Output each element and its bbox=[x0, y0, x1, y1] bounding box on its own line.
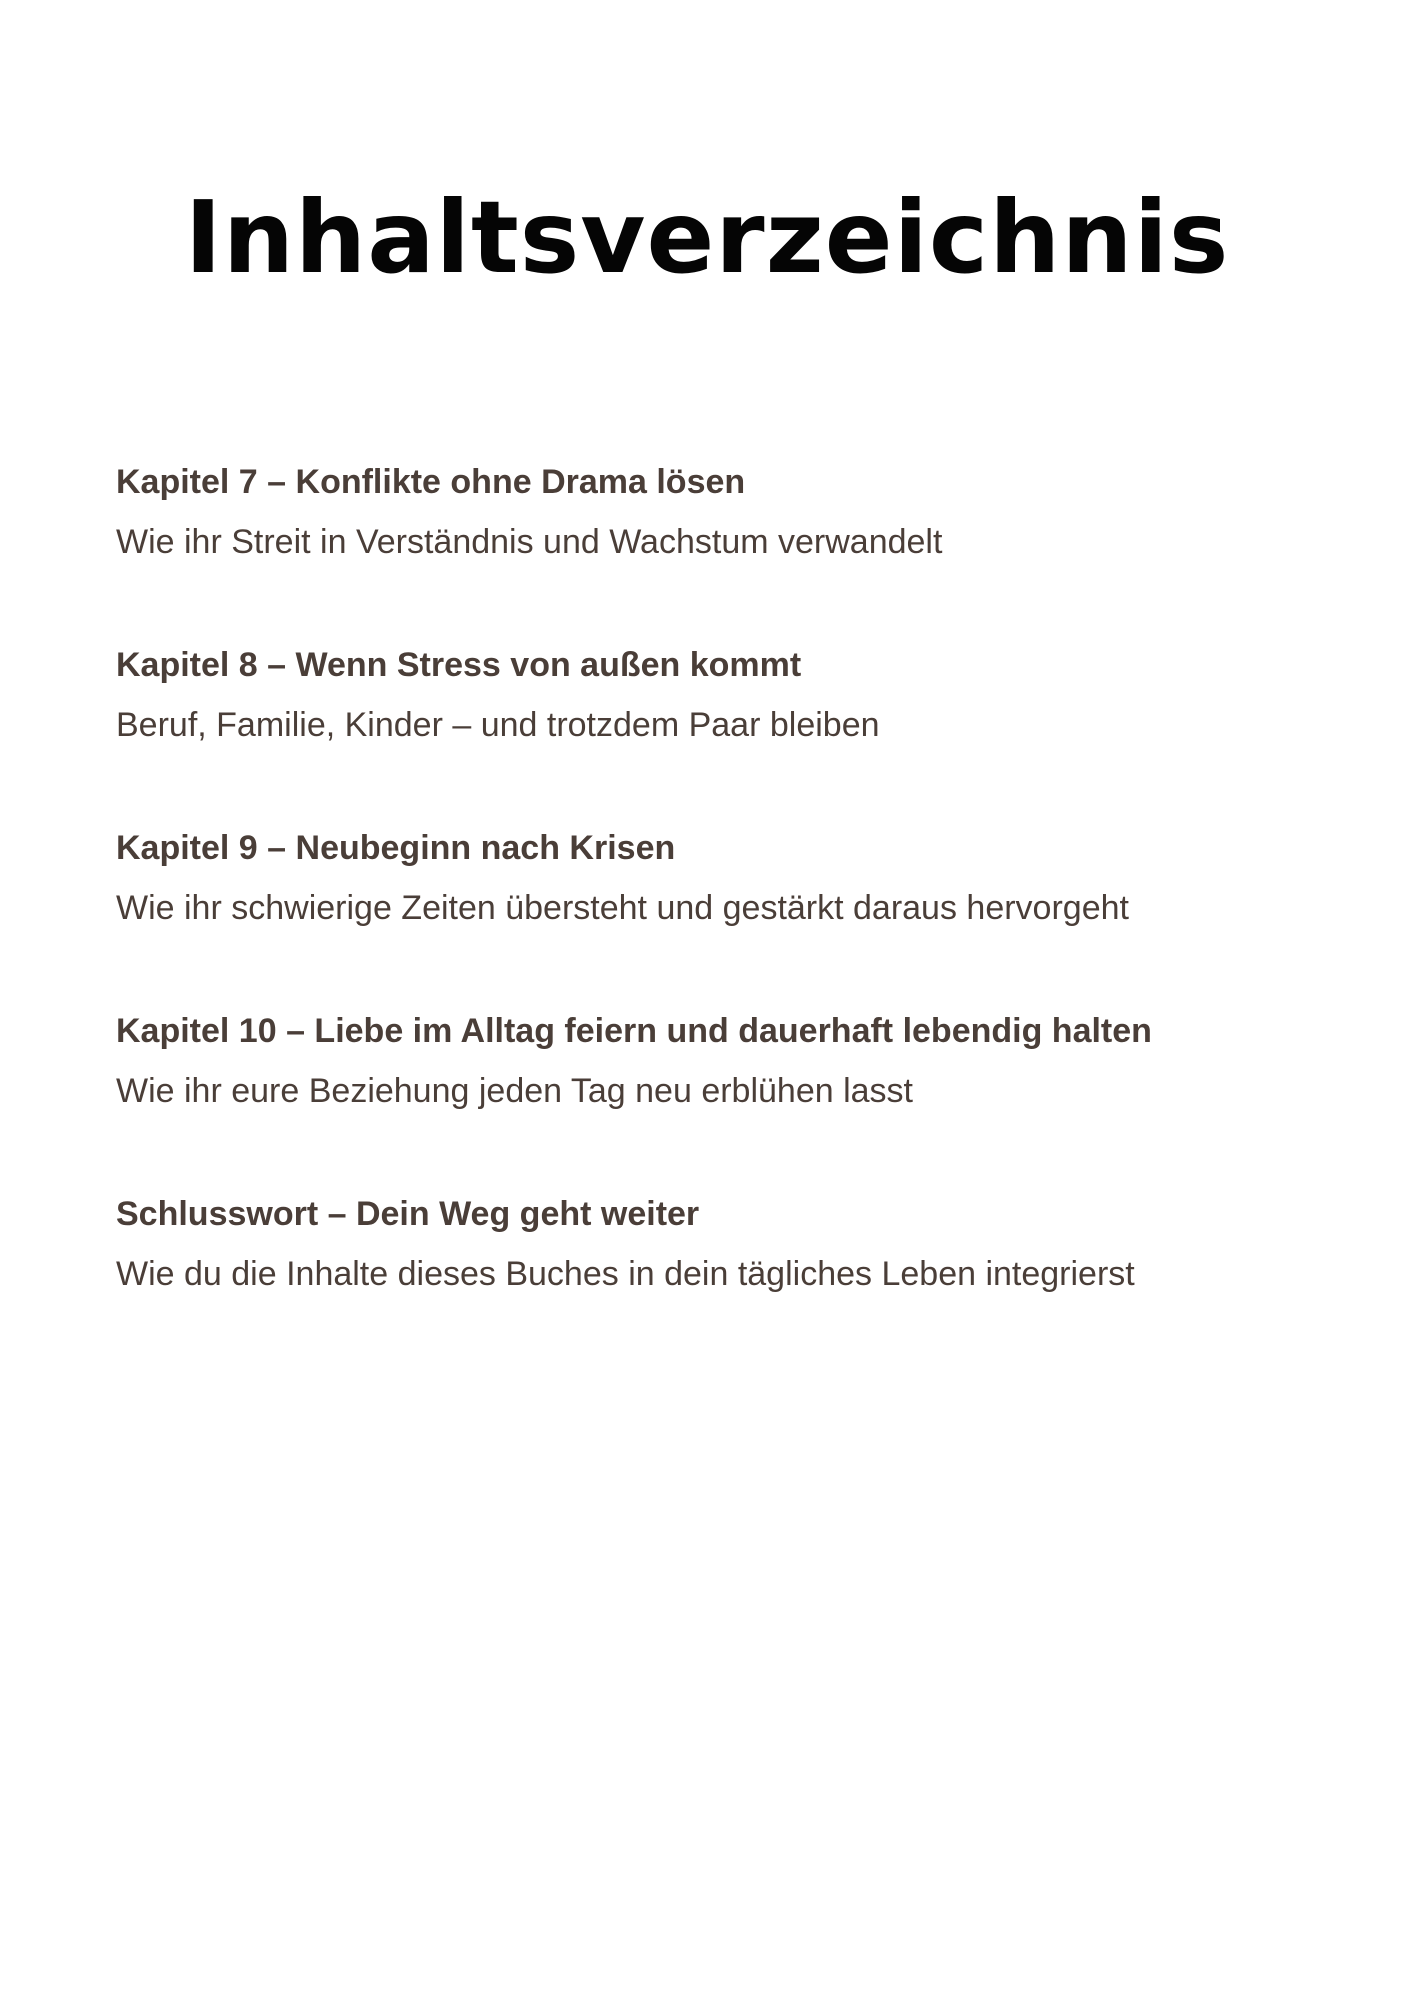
toc-entry-title: Kapitel 9 – Neubeginn nach Krisen bbox=[116, 829, 676, 867]
toc-entry-subtitle: Wie ihr schwierige Zeiten übersteht und gestärkt daraus hervorgeht bbox=[116, 889, 1129, 927]
page-title: Inhaltsverzeichnis bbox=[184, 179, 1230, 296]
toc-entry-title: Kapitel 7 – Konflikte ohne Drama lösen bbox=[116, 463, 746, 501]
toc-entry-chapter-7 bbox=[116, 452, 1356, 572]
toc-entry-title: Kapitel 8 – Wenn Stress von außen kommt bbox=[116, 646, 802, 684]
toc-entry-subtitle: Wie ihr Streit in Verständnis und Wachstum verwandelt bbox=[116, 523, 943, 561]
toc-entry-subtitle: Beruf, Familie, Kinder – und trotzdem Paar bleiben bbox=[116, 706, 880, 744]
toc-entry-subtitle: Wie du die Inhalte dieses Buches in dein tägliches Leben integrierst bbox=[116, 1255, 1135, 1293]
table-of-contents bbox=[116, 452, 1356, 1367]
toc-entry-chapter-8 bbox=[116, 635, 1356, 755]
toc-entry-subtitle: Wie ihr eure Beziehung jeden Tag neu erblühen lasst bbox=[116, 1072, 914, 1110]
toc-entry-title: Schlusswort – Dein Weg geht weiter bbox=[116, 1195, 700, 1233]
toc-entry-title: Kapitel 10 – Liebe im Alltag feiern und dauerhaft lebendig halten bbox=[116, 1012, 1152, 1050]
toc-entry-chapter-10 bbox=[116, 1001, 1356, 1121]
toc-entry-closing-words bbox=[116, 1184, 1356, 1304]
toc-entry-chapter-9 bbox=[116, 818, 1356, 938]
